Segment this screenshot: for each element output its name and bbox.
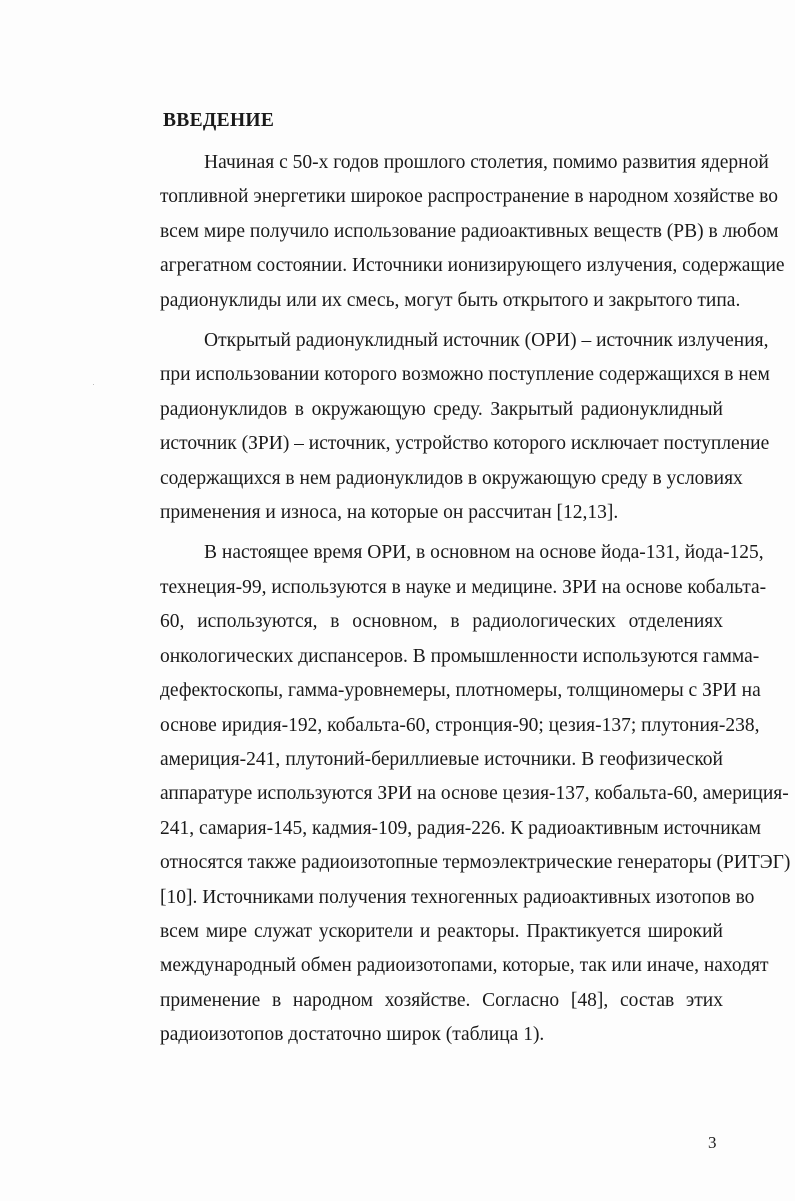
text-line: В настоящее время ОРИ, в основном на основе йода-131, йода-125, <box>204 542 764 564</box>
text-line: онкологических диспансеров. В промышленности используются гамма- <box>160 645 760 667</box>
text-line: всем мире получило использование радиоактивных веществ (РВ) в любом <box>160 220 779 242</box>
paragraph <box>116 146 785 318</box>
paragraph <box>116 536 791 1052</box>
text-line: америция-241, плутоний-бериллиевые источники. В геофизической <box>160 748 723 770</box>
text-line: 60, используются, в основном, в радиологических отделениях <box>160 611 723 633</box>
text-line: [10]. Источниками получения техногенных радиоактивных изотопов во <box>160 886 755 908</box>
section-heading: ВВЕДЕНИЕ <box>163 110 275 131</box>
paragraph <box>116 324 770 530</box>
text-line: применения и износа, на которые он рассчитан [12,13]. <box>160 502 619 524</box>
text-line: аппаратуре используются ЗРИ на основе цезия-137, кобальта-60, америция- <box>160 783 789 805</box>
text-line: радионуклидов в окружающую среду. Закрытый радионуклидный <box>160 398 723 420</box>
page-number: 3 <box>708 1133 717 1152</box>
text-line: технеция-99, используются в науке и медицине. ЗРИ на основе кобальта- <box>160 576 767 598</box>
scan-speck <box>93 384 94 385</box>
text-line: относятся также радиоизотопные термоэлектрические генераторы (РИТЭГ) <box>160 852 791 874</box>
text-line: источник (ЗРИ) – источник, устройство которого исключает поступление <box>160 433 770 455</box>
text-line: применение в народном хозяйстве. Согласно [48], состав этих <box>160 989 723 1011</box>
text-line: радионуклиды или их смесь, могут быть открытого и закрытого типа. <box>160 289 741 311</box>
text-line: Открытый радионуклидный источник (ОРИ) – источник излучения, <box>204 330 769 352</box>
text-line: содержащихся в нем радионуклидов в окружающую среду в условиях <box>160 467 743 489</box>
body-text <box>116 146 791 1053</box>
text-line: 241, самария-145, кадмия-109, радия-226. К радиоактивным источникам <box>160 817 761 839</box>
text-line: агрегатном состоянии. Источники ионизирующего излучения, содержащие <box>160 255 785 277</box>
text-line: топливной энергетики широкое распространение в народном хозяйстве во <box>160 186 778 208</box>
text-line: основе иридия-192, кобальта-60, стронция-90; цезия-137; плутония-238, <box>160 714 760 736</box>
text-line: международный обмен радиоизотопами, которые, так или иначе, находят <box>160 955 769 977</box>
text-line: дефектоскопы, гамма-уровнемеры, плотномеры, толщиномеры с ЗРИ на <box>160 680 761 702</box>
text-line: радиоизотопов достаточно широк (таблица 1). <box>160 1024 545 1046</box>
text-line: при использовании которого возможно поступление содержащихся в нем <box>160 364 770 386</box>
text-line: Начиная с 50-х годов прошлого столетия, помимо развития ядерной <box>204 152 769 173</box>
text-line: всем мире служат ускорители и реакторы. Практикуется широкий <box>160 920 723 942</box>
